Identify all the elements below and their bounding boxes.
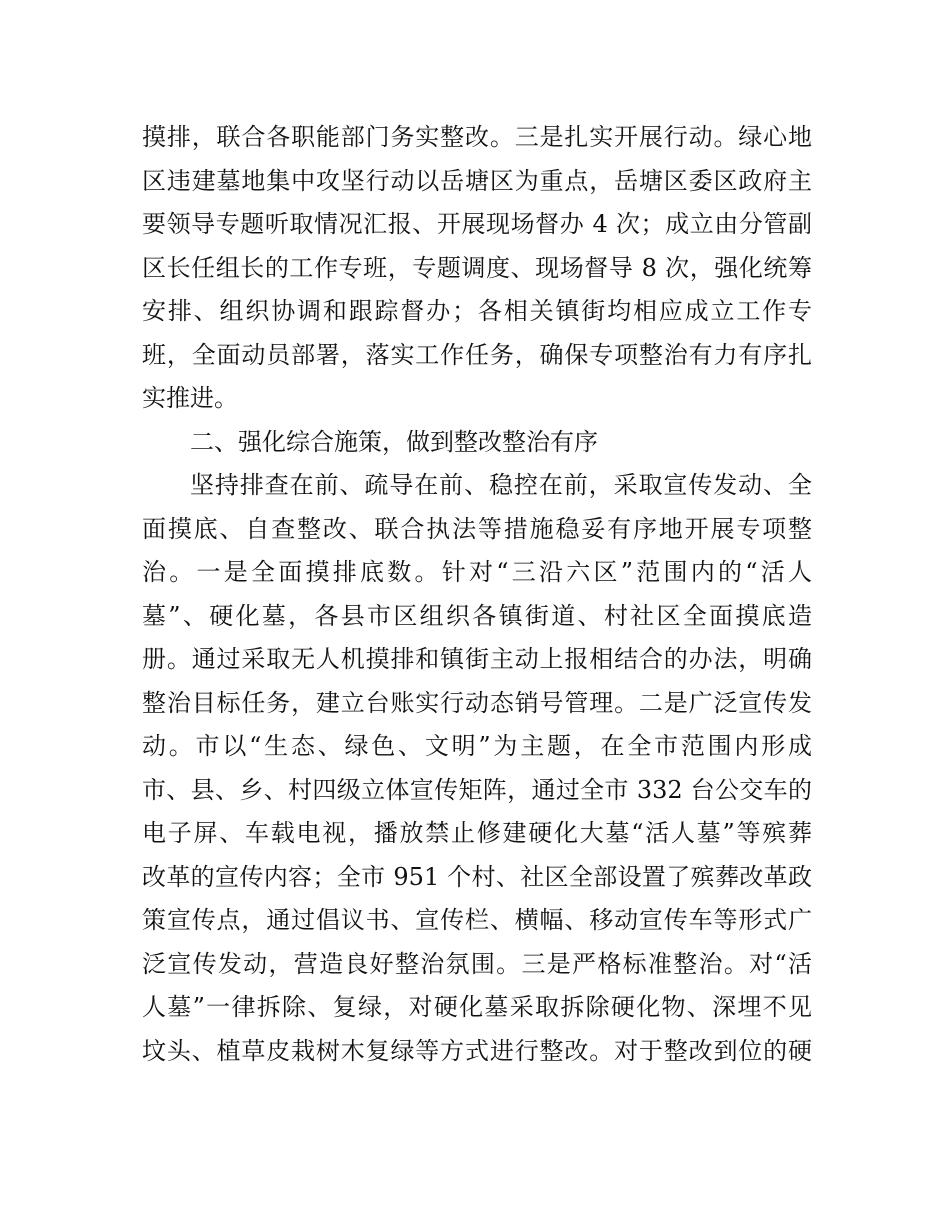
text-line: 泛宣传发动，营造良好整治氛围。三是严格标准整治。对“活 (142, 949, 812, 978)
text-line: 整治目标任务，建立台账实行动态销号管理。二是广泛宣传发 (142, 688, 812, 717)
text-line: 墓”、硬化墓，各县市区组织各镇街道、村社区全面摸底造 (142, 601, 812, 630)
text-line: 摸排，联合各职能部门务实整改。三是扎实开展行动。绿心地 (142, 123, 812, 151)
document-body (142, 116, 812, 1073)
text-line: 坟头、植草皮栽树木复绿等方式进行整改。对于整改到位的硬 (142, 1036, 812, 1065)
text-line: 实推进。 (142, 384, 238, 412)
section-heading: 二、强化综合施策，做到整改整治有序 (190, 427, 598, 456)
text-line: 班，全面动员部署，落实工作任务，确保专项整治有力有序扎 (142, 340, 812, 369)
text-line: 区违建墓地集中攻坚行动以岳塘区为重点，岳塘区委区政府主 (142, 166, 812, 195)
paragraph-1 (142, 116, 812, 421)
text-line: 安排、组织协调和跟踪督办；各相关镇街均相应成立工作专 (142, 297, 812, 325)
text-line: 面摸底、自查整改、联合执法等措施稳妥有序地开展专项整 (142, 514, 812, 543)
text-line: 市、县、乡、村四级立体宣传矩阵，通过全市 332 台公交车的 (142, 775, 812, 804)
text-line: 人墓”一律拆除、复绿，对硬化墓采取拆除硬化物、深埋不见 (142, 993, 812, 1021)
text-line: 改革的宣传内容；全市 951 个村、社区全部设置了殡葬改革政 (142, 862, 812, 891)
text-line: 要领导专题听取情况汇报、开展现场督办 4 次；成立由分管副 (142, 210, 812, 238)
text-line: 册。通过采取无人机摸排和镇街主动上报相结合的办法，明确 (142, 645, 812, 673)
text-line: 治。一是全面摸排底数。针对“三沿六区”范围内的“活人 (142, 558, 812, 586)
text-line: 区长任组长的工作专班，专题调度、现场督导 8 次，强化统筹 (142, 253, 812, 282)
text-line: 动。市以“生态、绿色、文明”为主题，在全市范围内形成 (142, 732, 812, 760)
paragraph-2 (142, 464, 812, 1073)
text-line: 策宣传点，通过倡议书、宣传栏、横幅、移动宣传车等形式广 (142, 906, 812, 934)
text-line: 坚持排查在前、疏导在前、稳控在前，采取宣传发动、全 (190, 471, 812, 499)
text-line: 电子屏、车载电视，播放禁止修建硬化大墓“活人墓”等殡葬 (142, 819, 812, 847)
